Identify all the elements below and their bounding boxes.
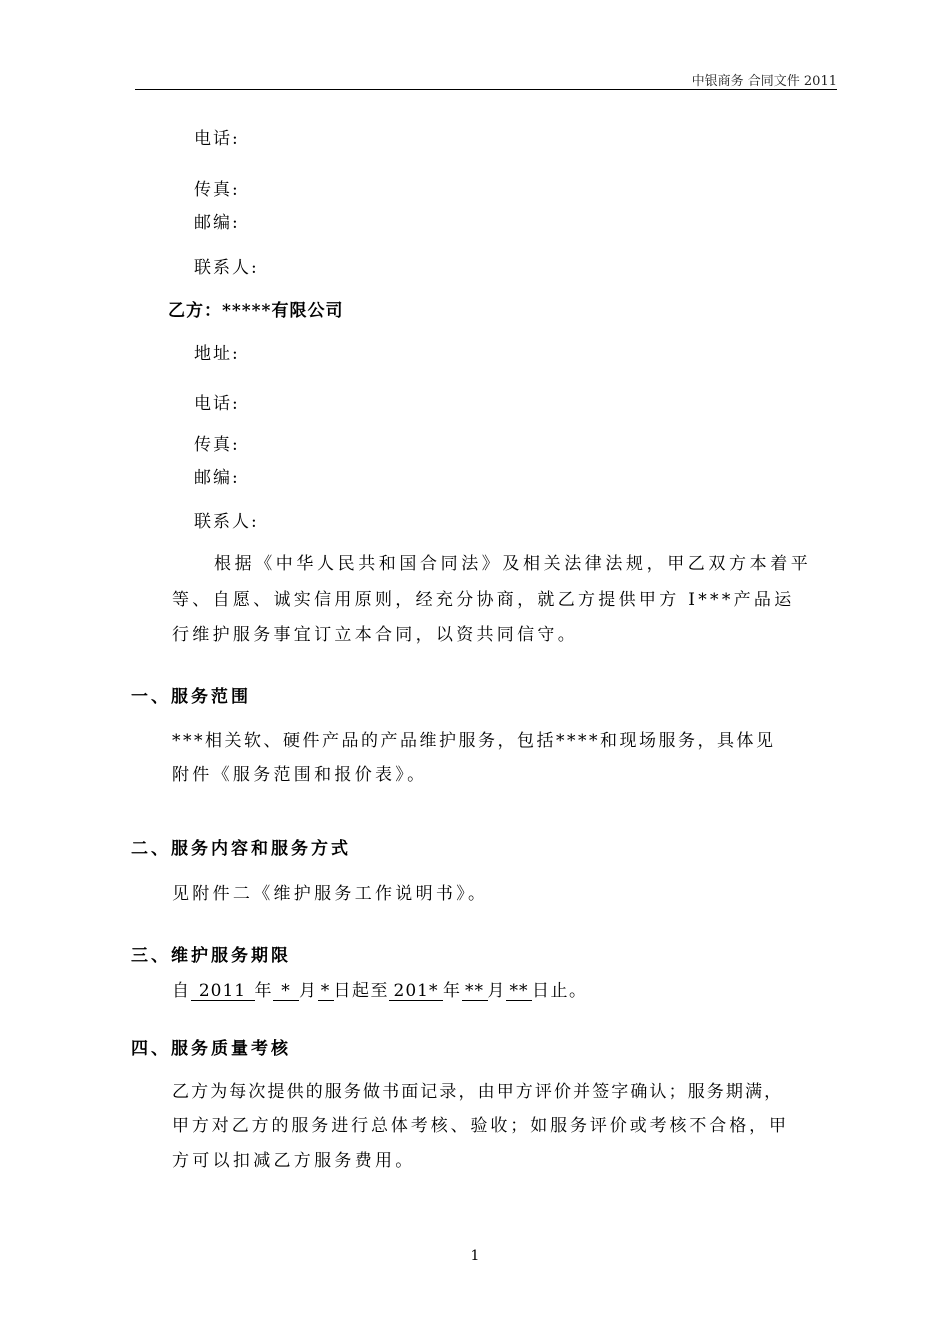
start-day-field: * xyxy=(318,983,334,1001)
section-1-heading: 一、服务范围 xyxy=(131,687,251,707)
month-label-2: 月 xyxy=(487,981,506,1001)
party-b-title: 乙方：*****有限公司 xyxy=(168,301,344,321)
month-label: 月 xyxy=(299,981,318,1001)
start-month-field: * xyxy=(273,983,299,1001)
intro-line-1: 根据《中华人民共和国合同法》及相关法律法规，甲乙双方本着平 xyxy=(214,554,812,574)
party-b-contact-label: 联系人: xyxy=(194,512,259,532)
party-a-contact-label: 联系人: xyxy=(194,258,259,278)
party-b-postcode-label: 邮编: xyxy=(194,468,240,488)
end-month-field: ** xyxy=(462,983,488,1001)
end-day-field: ** xyxy=(506,983,532,1001)
section-1-line-1: ***相关软、硬件产品的产品维护服务，包括****和现场服务，具体见 xyxy=(172,731,776,751)
page-number: 1 xyxy=(470,1248,480,1264)
party-a-phone-label: 电话: xyxy=(194,129,240,149)
year-label: 年 xyxy=(254,981,273,1001)
section-4-line-3: 方可以扣减乙方服务费用。 xyxy=(172,1151,416,1171)
party-b-address-label: 地址: xyxy=(194,344,240,364)
party-b-fax-label: 传真: xyxy=(194,435,240,455)
start-year-field: 2011 xyxy=(191,983,255,1001)
header-divider xyxy=(135,89,837,90)
service-period-line xyxy=(172,983,588,1001)
party-a-postcode-label: 邮编: xyxy=(194,213,240,233)
section-2-heading: 二、服务内容和服务方式 xyxy=(131,839,351,859)
page-header: 中银商务 合同文件 2011 xyxy=(691,74,837,89)
period-from: 自 xyxy=(172,981,191,1001)
intro-line-2: 等、自愿、诚实信用原则，经充分协商，就乙方提供甲方 I***产品运 xyxy=(172,590,795,610)
day-to-label: 日起至 xyxy=(333,981,389,1001)
day-end-label: 日止。 xyxy=(532,981,588,1001)
section-3-heading: 三、维护服务期限 xyxy=(131,946,291,966)
year-label-2: 年 xyxy=(443,981,462,1001)
section-1-line-2: 附件《服务范围和报价表》。 xyxy=(172,765,428,785)
party-a-fax-label: 传真: xyxy=(194,180,240,200)
section-2-line-1: 见附件二《维护服务工作说明书》。 xyxy=(172,884,489,904)
party-b-phone-label: 电话: xyxy=(194,394,240,414)
section-4-heading: 四、服务质量考核 xyxy=(131,1039,291,1059)
intro-line-3: 行维护服务事宜订立本合同，以资共同信守。 xyxy=(172,625,578,645)
section-4-line-1: 乙方为每次提供的服务做书面记录，由甲方评价并签字确认；服务期满， xyxy=(172,1082,784,1102)
section-4-line-2: 甲方对乙方的服务进行总体考核、验收；如服务评价或考核不合格，甲 xyxy=(172,1116,789,1136)
end-year-field: 201* xyxy=(389,983,443,1001)
